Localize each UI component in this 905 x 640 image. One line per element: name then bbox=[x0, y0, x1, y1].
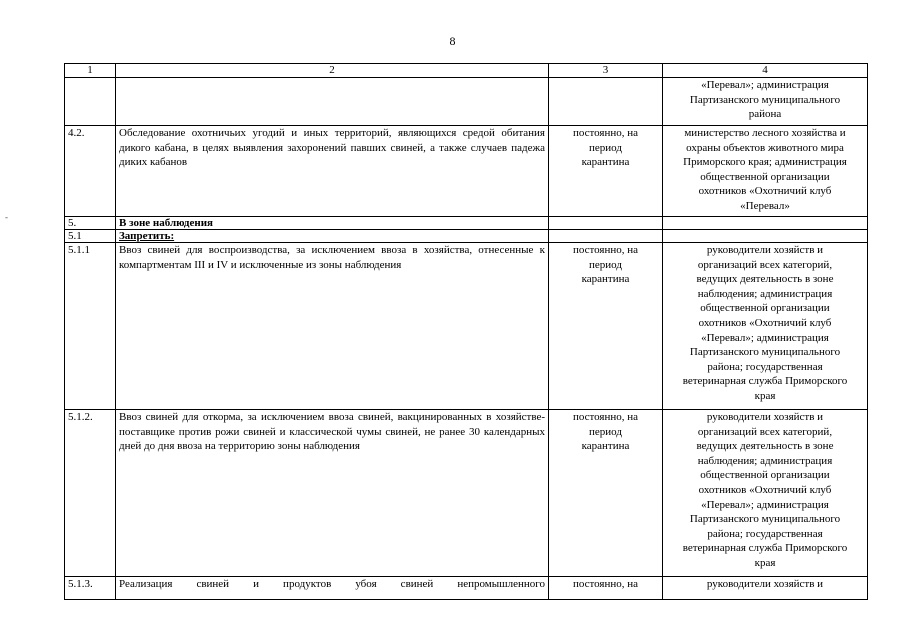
page-number: 8 bbox=[449, 34, 456, 48]
empty-cell bbox=[549, 217, 663, 230]
row-number: 5.1.1 bbox=[65, 243, 116, 410]
term-text: постоянно, на период карантина bbox=[549, 410, 663, 577]
measure-text bbox=[116, 78, 549, 126]
table-section-row bbox=[65, 230, 868, 243]
table-row bbox=[65, 78, 868, 126]
table-row bbox=[65, 410, 868, 577]
header-cell: 1 bbox=[65, 64, 116, 78]
row-number: 5.1.3. bbox=[65, 577, 116, 600]
row-number: 5.1.2. bbox=[65, 410, 116, 577]
table-row bbox=[65, 243, 868, 410]
table-row bbox=[65, 577, 868, 600]
table-section-row bbox=[65, 217, 868, 230]
term-text: постоянно, на период карантина bbox=[549, 126, 663, 217]
term-text bbox=[549, 78, 663, 126]
margin-mark: - bbox=[5, 212, 8, 222]
header-cell: 3 bbox=[549, 64, 663, 78]
term-text: постоянно, на bbox=[549, 577, 663, 600]
header-cell: 4 bbox=[663, 64, 868, 78]
empty-cell bbox=[663, 217, 868, 230]
term-text: постоянно, на период карантина bbox=[549, 243, 663, 410]
row-number: 5.1 bbox=[65, 230, 116, 243]
empty-cell bbox=[549, 230, 663, 243]
row-number: 5. bbox=[65, 217, 116, 230]
section-title: В зоне наблюдения bbox=[116, 217, 549, 230]
responsible-text: руководители хозяйств и организаций всех категорий, ведущих деятельность в зоне наблюдения; администрация общественной организации охотников «Охотничий клуб «Перевал»; администрация Партизанского муниципального района; государственная ветеринарная служба Приморского края bbox=[663, 410, 868, 577]
row-number: 4.2. bbox=[65, 126, 116, 217]
measure-text: Ввоз свиней для воспроизводства, за исключением ввоза в хозяйства, отнесенные к компартментам III и IV и исключенные из зоны наблюдения bbox=[116, 243, 549, 410]
measure-text: Реализация свиней и продуктов убоя свиней непромышленного bbox=[116, 577, 549, 600]
header-cell: 2 bbox=[116, 64, 549, 78]
responsible-text: руководители хозяйств и организаций всех категорий, ведущих деятельность в зоне наблюдения; администрация общественной организации охотников «Охотничий клуб «Перевал»; администрация Партизанского муниципального района; государственная ветеринарная служба Приморского края bbox=[663, 243, 868, 410]
empty-cell bbox=[663, 230, 868, 243]
subsection-title: Запретить: bbox=[116, 230, 549, 243]
measure-text: Ввоз свиней для откорма, за исключением ввоза свиней, вакцинированных в хозяйстве-поставщике против рожи свиней и классической чумы свиней, не ранее 30 календарных дней до дня ввоза на территорию зоны наблюдения bbox=[116, 410, 549, 577]
row-number bbox=[65, 78, 116, 126]
table-row bbox=[65, 126, 868, 217]
responsible-text: министерство лесного хозяйства и охраны объектов животного мира Приморского края; администрация общественной организации охотников «Охотничий клуб «Перевал» bbox=[663, 126, 868, 217]
measure-text: Обследование охотничьих угодий и иных территорий, являющихся средой обитания дикого кабана, в целях выявления захоронений павших свиней, а также случаев падежа диких кабанов bbox=[116, 126, 549, 217]
responsible-text: «Перевал»; администрация Партизанского муниципального района bbox=[663, 78, 868, 126]
measures-table bbox=[64, 63, 868, 600]
table-header-row bbox=[65, 64, 868, 78]
responsible-text: руководители хозяйств и bbox=[663, 577, 868, 600]
